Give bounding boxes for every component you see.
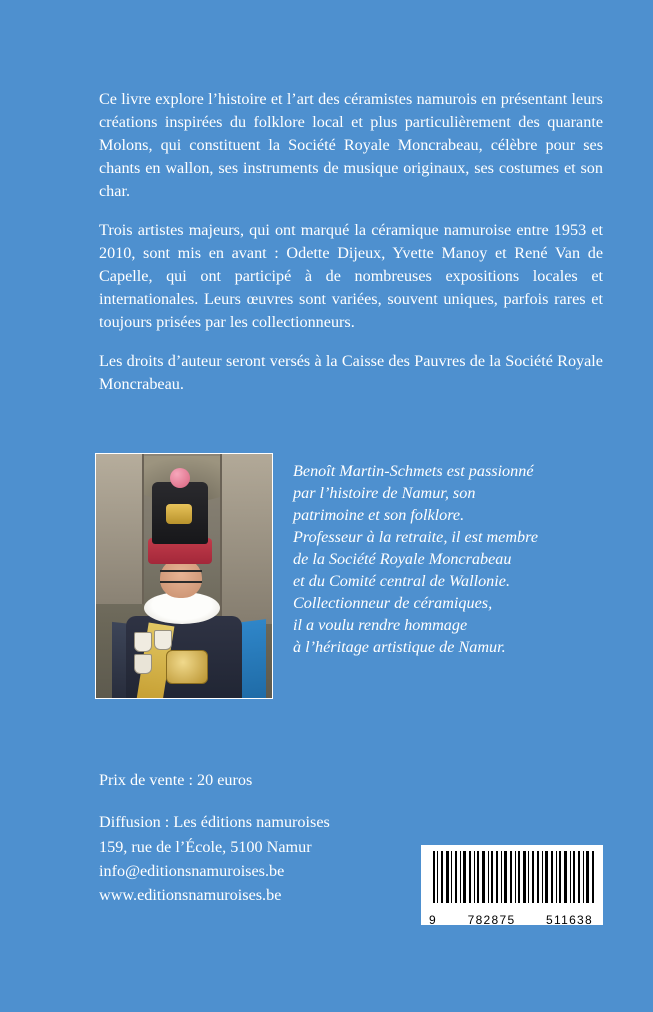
price-line: Prix de vente : 20 euros <box>99 771 253 789</box>
author-bio-line: à l’héritage artistique de Namur. <box>293 638 506 657</box>
author-bio-line: il a voulu rendre hommage <box>293 616 468 635</box>
author-bio-line: de la Société Royale Moncrabeau <box>293 550 512 569</box>
blurb-paragraph-1: Ce livre explore l’histoire et l’art des céramistes namurois en présentant leurs créations inspirées du folklore local et plus particulièrement des quarante Molons, qui constituent la Société Royale Moncrabeau, célèbre pour ses chants en wallon, ses instruments de musique originaux, ses costumes et son char. <box>99 90 603 200</box>
email-line: info@editionsnamuroises.be <box>99 861 285 880</box>
author-bio-line: patrimoine et son folklore. <box>293 506 465 525</box>
author-bio-line: Professeur à la retraite, il est membre <box>293 528 539 547</box>
author-bio-line: par l’histoire de Namur, son <box>293 484 476 503</box>
address-line: 159, rue de l’École, 5100 Namur <box>99 837 312 856</box>
author-bio-line: et du Comité central de Wallonie. <box>293 572 510 591</box>
blurb-paragraph-2: Trois artistes majeurs, qui ont marqué la céramique namuroise entre 1953 et 2010, sont mis en avant : Odette Dijeux, Yvette Manoy et René Van de Capelle, qui ont participé à de nombreuses expositions locales et internationales. Leurs œuvres sont variées, souvent uniques, parfois rares et toujours prisées par les collectionneurs. <box>99 221 603 331</box>
author-photo-illustration <box>96 454 272 698</box>
author-bio-line: Collectionneur de céramiques, <box>293 594 493 613</box>
publisher-info <box>99 768 429 907</box>
barcode-bars <box>429 851 595 903</box>
barcode-digit-left: 9 <box>429 913 437 927</box>
author-block <box>95 453 603 703</box>
barcode-group-2: 511638 <box>546 913 593 927</box>
author-photo <box>95 453 273 699</box>
website-line: www.editionsnamuroises.be <box>99 886 282 905</box>
diffusion-line: Diffusion : Les éditions namuroises <box>99 813 330 832</box>
barcode-group-1: 782875 <box>467 913 516 927</box>
blurb-text-block <box>99 88 603 396</box>
author-bio <box>293 460 603 658</box>
isbn-barcode <box>421 845 603 925</box>
author-bio-line: Benoît Martin-Schmets est passionné <box>293 462 534 480</box>
blurb-paragraph-3: Les droits d’auteur seront versés à la Caisse des Pauvres de la Société Royale Moncrabeau. <box>99 352 603 393</box>
barcode-digits <box>429 903 595 927</box>
